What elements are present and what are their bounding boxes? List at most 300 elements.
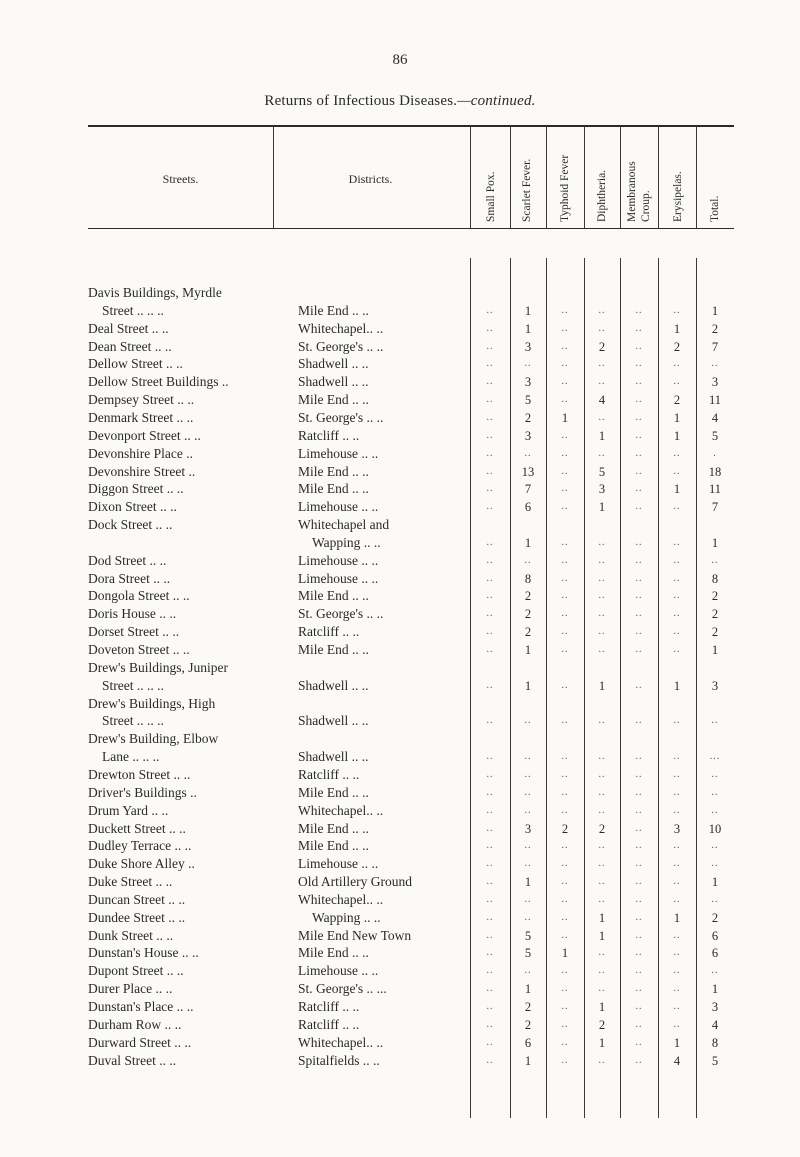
count-cell: .. [486,358,494,370]
table-row [0,1052,800,1070]
table-row [0,516,800,534]
count-cell: .. [486,947,494,959]
count-cell: 1 [673,910,681,925]
count-cell: .. [673,840,681,852]
street-name: Dorset Street .. .. [88,624,180,640]
table-row [0,1034,800,1052]
count-cell: 1 [561,946,569,961]
district-name: Shadwell .. .. [298,713,369,729]
count-cell: .. [635,465,643,477]
count-cell: .. [711,804,719,816]
count-cell: .. [598,804,606,816]
count-cell: .. [711,840,719,852]
count-cell: .. [635,965,643,977]
table-row [0,355,800,373]
district-name: Shadwell .. .. [298,356,369,372]
count-cell: .. [673,893,681,905]
count-cell: .. [598,858,606,870]
count-cell: .. [598,876,606,888]
count-cell: .. [635,715,643,727]
count-cell: .. [711,554,719,566]
count-cell: .. [635,447,643,459]
street-name: Drew's Building, Elbow [88,731,219,747]
divider-districts [470,126,471,228]
district-name: St. George's .. .. [298,338,384,354]
count-cell: 2 [598,1017,606,1032]
table-row [0,570,800,588]
count-cell: .. [486,804,494,816]
count-cell: .. [635,626,643,638]
count-cell: 1 [711,643,719,657]
count-cell: 2 [524,1000,532,1014]
count-cell: .. [524,840,532,852]
street-name: Street .. .. .. [102,302,164,318]
count-cell: .. [635,340,643,352]
count-cell: .. [486,501,494,513]
count-cell: 2 [711,321,719,336]
table-row [0,605,800,623]
count-cell: .. [598,411,606,423]
table-row [0,998,800,1016]
count-cell: .. [673,1001,681,1012]
count-cell: .. [561,840,569,852]
count-cell: . [713,447,717,459]
count-cell: 3 [711,678,719,693]
count-cell: .. [635,322,643,334]
street-name: Lane .. .. .. [102,749,160,765]
count-cell: .. [673,572,681,584]
count-cell: 3 [711,1000,719,1014]
count-cell: .. [524,768,532,780]
street-name: Dundee Street .. .. [88,909,186,925]
table-row [0,909,800,927]
count-cell: .. [486,644,494,655]
count-cell: .. [486,322,494,334]
street-name: Dudley Terrace .. .. [88,838,192,854]
district-name: Shadwell .. .. [298,374,369,390]
count-cell: .. [561,911,569,923]
street-name: Doveton Street .. .. [88,642,190,657]
count-cell: 5 [711,428,719,443]
table-row [0,659,800,677]
street-name: Dunk Street .. .. [88,927,174,943]
table-row [0,766,800,784]
count-cell: 3 [524,375,532,390]
count-cell: .. [561,804,569,816]
count-cell: 1 [711,303,719,318]
street-name: Street .. .. .. [102,713,164,729]
count-cell: 1 [524,303,532,318]
count-cell: 1 [524,982,532,997]
count-cell: .. [561,768,569,780]
count-cell: .. [486,840,494,852]
count-cell: 5 [711,1053,719,1068]
count-cell: .. [635,590,643,602]
table-row [0,338,800,356]
count-cell: 1 [561,410,569,425]
count-cell: 3 [524,821,532,836]
table-row [0,980,800,998]
table-row [0,463,800,481]
count-cell: .. [598,840,606,852]
count-cell: .. [598,358,606,370]
count-cell: .. [486,1001,494,1012]
count-cell: .. [673,644,681,655]
district-name: St. George's .. ... [298,981,387,997]
count-cell: 8 [524,571,532,586]
table-row [0,373,800,391]
street-name: Drum Yard .. .. [88,802,169,818]
count-cell: 2 [598,339,606,354]
district-name: Mile End New Town [298,927,412,943]
header-streets: Streets. [162,172,199,186]
count-cell: 1 [711,875,719,890]
table-row [0,695,800,713]
count-cell: .. [524,893,532,905]
count-cell: 2 [561,821,569,836]
district-name: Ratcliff .. .. [298,427,360,443]
count-cell: 2 [711,910,719,925]
table-row [0,837,800,855]
count-cell: 2 [598,821,606,836]
count-cell: .. [561,536,569,548]
count-cell: .. [598,572,606,584]
district-name: Whitechapel and [298,517,390,533]
count-cell: .. [598,447,606,459]
count-cell: ... [709,751,721,763]
count-cell: .. [486,536,494,548]
count-cell: .. [486,411,494,423]
count-cell: 1 [673,1035,681,1050]
table-row [0,873,800,891]
count-cell: 13 [521,464,535,479]
count-cell: 2 [711,625,719,640]
count-cell: .. [598,1054,606,1066]
count-cell: 3 [598,482,606,497]
district-name: Limehouse .. .. [298,499,379,515]
count-cell: 1 [524,535,532,550]
count-cell: 1 [598,428,606,443]
count-cell: 1 [673,482,681,497]
table-row [0,730,800,748]
street-name: Diggon Street .. .. [88,481,184,497]
count-cell: 2 [524,1017,532,1032]
street-name: Duncan Street .. .. [88,891,186,907]
count-cell: .. [561,376,569,388]
count-cell: .. [598,768,606,780]
street-name: Duckett Street .. .. [88,820,186,836]
count-cell: .. [561,786,569,798]
count-cell: 1 [524,678,532,693]
page-number: 86 [392,52,408,68]
title-main: Returns of Infectious Diseases. [264,93,458,109]
count-cell: .. [561,715,569,727]
district-name: Shadwell .. .. [298,749,369,765]
count-cell: 1 [711,982,719,997]
count-cell: .. [486,768,494,780]
street-name: Dora Street .. .. [88,570,171,586]
table-row [0,498,800,516]
count-cell: .. [524,358,532,370]
count-cell: .. [673,554,681,566]
count-cell: .. [524,858,532,870]
count-cell: .. [673,768,681,780]
table-row [0,284,800,302]
district-name: Mile End .. .. [298,784,369,800]
count-cell: .. [486,554,494,566]
count-cell: .. [598,554,606,566]
district-name: Whitechapel.. .. [298,802,384,818]
count-cell: .. [561,1001,569,1012]
count-cell: 5 [524,928,532,943]
table-row [0,784,800,802]
count-cell: .. [711,858,719,870]
count-cell: .. [486,447,494,459]
table-row [0,927,800,945]
count-cell: .. [598,322,606,334]
count-cell: .. [598,608,606,620]
count-cell: .. [635,1018,643,1030]
count-cell: .. [486,340,494,352]
count-cell: .. [635,929,643,941]
count-cell: .. [635,572,643,584]
count-cell: .. [635,876,643,888]
count-cell: .. [635,554,643,566]
street-name: Dellow Street .. .. [88,356,183,372]
count-cell: .. [635,804,643,816]
district-name: Ratcliff .. .. [298,766,360,782]
count-cell: 1 [524,643,532,657]
divider-scarlet [546,126,547,228]
count-cell: .. [486,965,494,977]
count-cell: 4 [711,1017,719,1032]
count-cell: 1 [524,321,532,336]
count-cell: .. [673,983,681,995]
count-cell: .. [598,626,606,638]
street-name: Dunstan's Place .. .. [88,999,194,1014]
count-cell: .. [673,1018,681,1030]
count-cell: .. [673,626,681,638]
count-cell: .. [561,322,569,334]
count-cell: 1 [598,1035,606,1050]
count-cell: 2 [524,607,532,622]
count-cell: .. [561,965,569,977]
count-cell: 2 [711,607,719,622]
count-cell: .. [486,376,494,388]
count-cell: .. [635,304,643,316]
count-cell: .. [598,715,606,727]
street-name: Duke Shore Alley .. [88,856,195,872]
count-cell: .. [524,447,532,459]
count-cell: .. [635,394,643,406]
district-name: Ratcliff .. .. [298,624,360,640]
count-cell: 8 [711,571,719,586]
street-name: Dellow Street Buildings .. [88,374,229,390]
count-cell: 4 [673,1053,681,1068]
count-cell: .. [635,1054,643,1066]
count-cell: .. [598,947,606,959]
count-cell: .. [673,715,681,727]
count-cell: 7 [524,482,532,497]
count-cell: .. [635,751,643,763]
count-cell: .. [486,394,494,406]
count-cell: .. [598,983,606,995]
count-cell: .. [598,893,606,905]
count-cell: .. [673,608,681,620]
district-name: Mile End .. .. [298,481,369,497]
count-cell: .. [486,608,494,620]
count-cell: .. [673,590,681,602]
district-name: Mile End .. .. [298,392,369,408]
count-cell: 1 [598,678,606,693]
table-row [0,1016,800,1034]
table-row [0,391,800,409]
count-cell: .. [561,465,569,477]
count-cell: .. [673,536,681,548]
divider-diphtheria [620,126,621,228]
count-cell: .. [711,965,719,977]
street-name: Dock Street .. .. [88,517,173,533]
count-cell: 10 [708,821,722,836]
count-cell: .. [486,858,494,870]
count-cell: .. [561,340,569,352]
count-cell: 3 [524,339,532,354]
table-row [0,427,800,445]
count-cell: .. [561,447,569,459]
district-name: Whitechapel.. .. [298,1034,384,1050]
count-cell: .. [524,911,532,923]
count-cell: 3 [673,821,681,836]
street-name: Durham Row .. .. [88,1016,182,1032]
table-row [0,802,800,820]
table-row [0,480,800,498]
street-name: Dod Street .. .. [88,552,167,568]
count-cell: 6 [524,500,532,515]
count-cell: .. [486,626,494,638]
count-cell: .. [635,501,643,513]
count-cell: .. [561,590,569,602]
count-cell: .. [561,429,569,441]
count-cell: .. [598,590,606,602]
count-cell: 5 [524,393,532,408]
count-cell: .. [635,893,643,905]
count-cell: .. [486,822,494,834]
divider-croup [658,126,659,228]
district-name: Mile End .. .. [298,463,369,479]
count-cell: .. [486,1054,494,1066]
count-cell: 11 [708,393,722,408]
count-cell: .. [486,465,494,477]
count-cell: 4 [598,393,606,408]
count-cell: .. [673,804,681,816]
count-cell: 1 [711,535,719,550]
district-name: Ratcliff .. .. [298,1016,360,1032]
table-row [0,445,800,463]
header-rule [88,228,734,229]
street-name: Drew's Buildings, Juniper [88,659,229,675]
count-cell: .. [486,679,494,691]
count-cell: .. [635,679,643,691]
table-row [0,748,800,766]
count-cell: .. [635,608,643,620]
table-row [0,677,800,695]
table-row [0,409,800,427]
count-cell: 3 [711,375,719,390]
table-row [0,587,800,605]
street-name: Street .. .. .. [102,677,164,693]
street-name: Doris House .. .. [88,606,177,622]
count-cell: .. [524,804,532,816]
count-cell: .. [561,501,569,513]
district-name: Mile End .. .. [298,588,369,604]
street-name: Dempsey Street .. .. [88,392,195,408]
district-name: Limehouse .. .. [298,856,379,872]
count-cell: 18 [708,464,722,479]
count-cell: 2 [711,589,719,604]
count-cell: .. [635,786,643,798]
street-name: Driver's Buildings .. [88,784,197,800]
table-row [0,820,800,838]
title-suffix: —continued. [457,93,536,109]
count-cell: .. [635,911,643,923]
street-name: Drew's Buildings, High [88,695,216,711]
count-cell: .. [486,715,494,727]
count-cell: .. [561,394,569,406]
street-name: Durer Place .. .. [88,981,173,997]
count-cell: 2 [524,410,532,425]
district-name: Old Artillery Ground [298,874,412,890]
street-name: Davis Buildings, Myrdle [88,285,222,300]
count-cell: .. [711,715,719,727]
count-cell: .. [561,876,569,888]
count-cell: 1 [598,500,606,515]
district-name: Ratcliff .. .. [298,999,360,1014]
count-cell: .. [635,768,643,780]
count-cell: .. [635,858,643,870]
count-cell: .. [486,751,494,763]
table-row [0,552,800,570]
table-row [0,944,800,962]
count-cell: .. [524,554,532,566]
table-row [0,623,800,641]
table-row [0,641,800,659]
count-cell: .. [486,590,494,602]
count-cell: .. [635,822,643,834]
count-cell: .. [486,483,494,495]
table-title [0,93,800,110]
header-districts: Districts. [348,172,393,186]
count-cell: 7 [711,339,719,354]
table-row [0,891,800,909]
count-cell: .. [673,929,681,941]
count-cell: .. [561,644,569,655]
district-name: Limehouse .. .. [298,552,379,568]
count-cell: .. [673,376,681,388]
count-cell: 4 [711,410,719,425]
street-name: Dean Street .. .. [88,338,172,354]
count-cell: .. [673,965,681,977]
count-cell: .. [711,786,719,798]
count-cell: .. [635,983,643,995]
count-cell: .. [486,572,494,584]
count-cell: .. [486,911,494,923]
count-cell: .. [561,572,569,584]
count-cell: .. [598,965,606,977]
count-cell: 2 [673,393,681,408]
table-row [0,534,800,552]
count-cell: .. [635,358,643,370]
count-cell: .. [711,768,719,780]
